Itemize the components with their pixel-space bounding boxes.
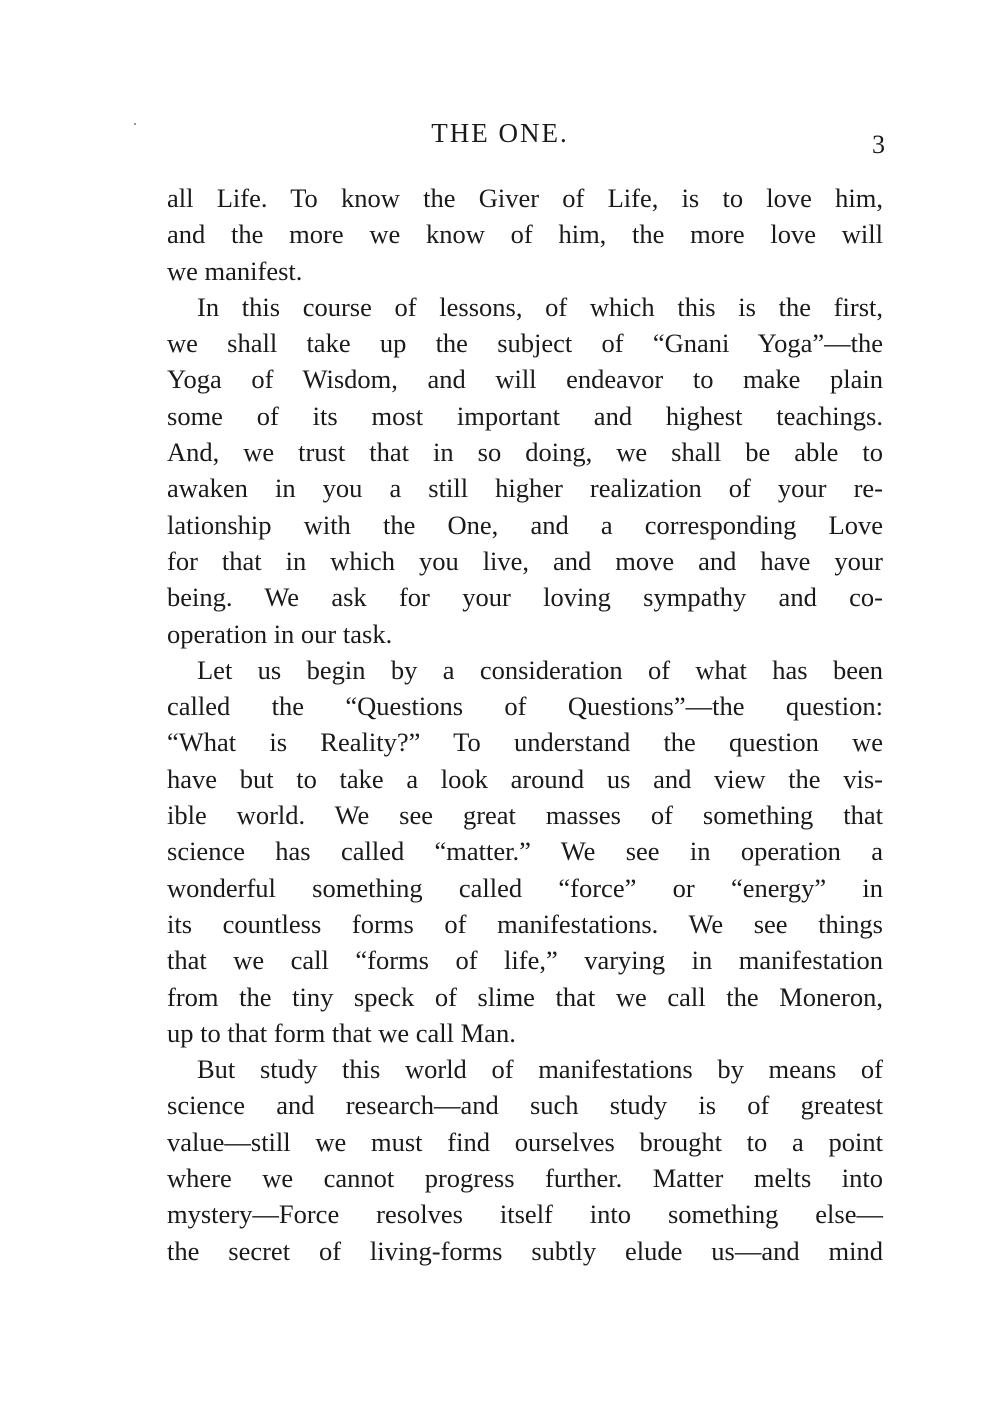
text-line: and the more we know of him, the more love will	[167, 219, 883, 250]
text-line: operation in our task.	[167, 618, 393, 649]
text-line: “What is Reality?” To understand the question we	[167, 727, 883, 758]
text-line: being. We ask for your loving sympathy and co-	[167, 582, 883, 613]
text-line: we shall take up the subject of “Gnani Yoga”—the	[167, 328, 883, 359]
text-line: value—still we must find ourselves brought to a point	[167, 1126, 883, 1157]
paragraph-1	[167, 180, 883, 289]
text-line: we manifest.	[167, 255, 303, 286]
paragraph-2	[167, 289, 883, 652]
body-text	[167, 180, 883, 1269]
text-line: some of its most important and highest teachings.	[167, 400, 883, 431]
text-line: from the tiny speck of slime that we call the Moneron,	[167, 981, 883, 1012]
text-line: mystery—Force resolves itself into something else—	[167, 1199, 883, 1230]
text-line: where we cannot progress further. Matter melts into	[167, 1163, 883, 1194]
text-line: for that in which you live, and move and have your	[167, 545, 883, 576]
text-line: called the “Questions of Questions”—the question:	[167, 691, 883, 722]
paragraph-3	[167, 652, 883, 1051]
text-line: Yoga of Wisdom, and will endeavor to make plain	[167, 364, 883, 395]
paragraph-4	[167, 1051, 883, 1269]
text-line: Let us begin by a consideration of what has been	[197, 654, 883, 685]
text-line: science and research—and such study is of greatest	[167, 1090, 883, 1121]
text-line: its countless forms of manifestations. We see things	[167, 908, 883, 939]
text-line: the secret of living-forms subtly elude us—and mind	[167, 1235, 883, 1266]
text-line: But study this world of manifestations by means of	[197, 1054, 883, 1085]
text-line: have but to take a look around us and view the vis-	[167, 763, 883, 794]
running-title: THE ONE.	[431, 118, 569, 148]
text-line: up to that form that we call Man.	[167, 1017, 516, 1048]
text-line: awaken in you a still higher realization of your re-	[167, 473, 883, 504]
text-line: all Life. To know the Giver of Life, is to love him,	[167, 183, 883, 213]
text-line: science has called “matter.” We see in operation a	[167, 836, 883, 867]
text-line: ible world. We see great masses of something that	[167, 800, 883, 831]
text-line: And, we trust that in so doing, we shall be able to	[167, 437, 883, 468]
page-header	[0, 112, 1000, 159]
text-line: In this course of lessons, of which this is the first,	[197, 291, 883, 322]
text-line: that we call “forms of life,” varying in manifestation	[167, 945, 883, 976]
text-line: lationship with the One, and a corresponding Love	[167, 509, 883, 540]
text-line: wonderful something called “force” or “energy” in	[167, 872, 883, 903]
page-number: 3	[872, 130, 885, 159]
